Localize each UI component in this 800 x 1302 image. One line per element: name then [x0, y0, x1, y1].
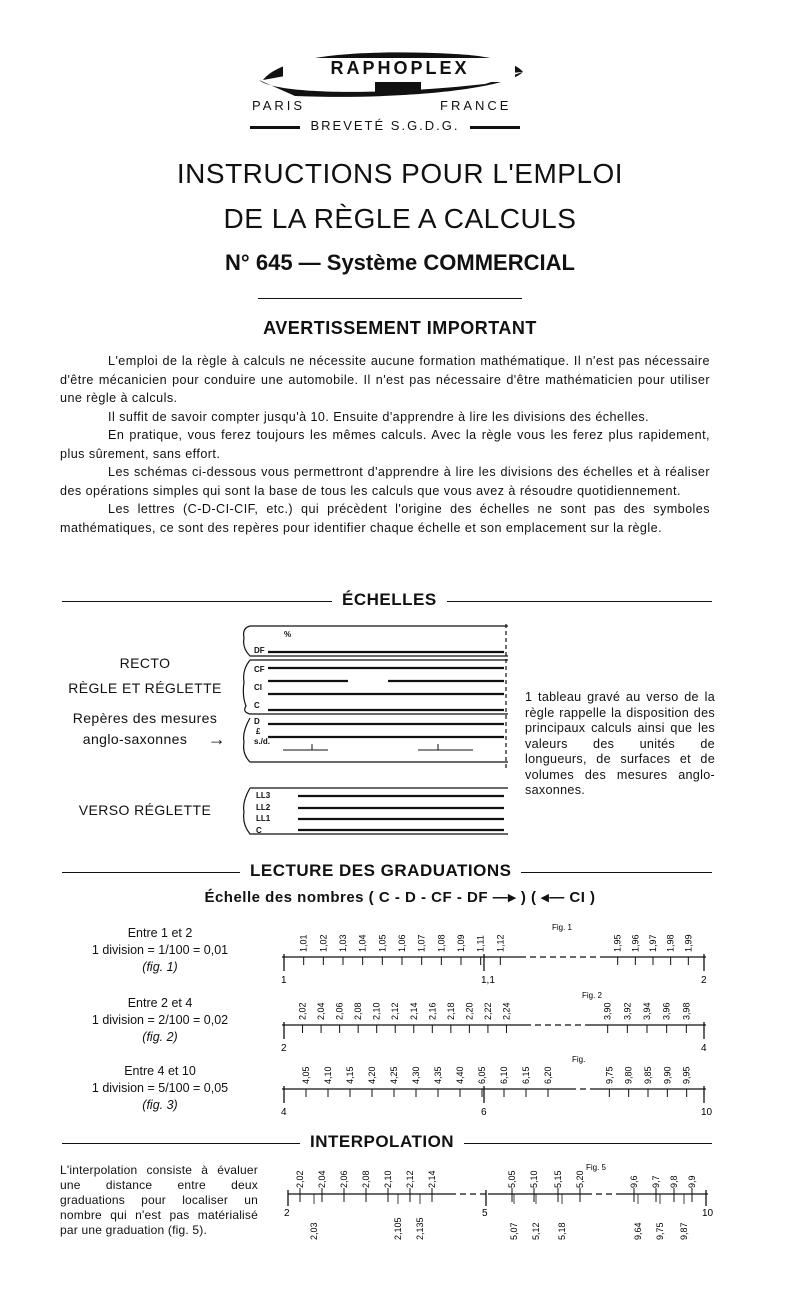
fig-label: Fig. 2: [582, 991, 603, 1000]
tick-label: 6,10: [499, 1066, 509, 1084]
tick-label: 2,20: [464, 1002, 475, 1020]
tick-label: 2,22: [482, 1002, 493, 1020]
interp-tick-label: 2,135: [415, 1217, 425, 1240]
interp-tick-label: 5,18: [557, 1222, 567, 1240]
scales-note: 1 tableau gravé au verso de la règle rappelle la disposition des principaux calculs ainsi que les valeurs des unités de longueurs, de surfaces et de volumes des mesures anglo-saxonnes.: [525, 690, 715, 797]
tick-label: 1,01: [298, 934, 309, 952]
tick-label: 3,90: [602, 1002, 613, 1020]
tick-label: 2,06: [339, 1170, 349, 1188]
tick-label: 5,05: [507, 1170, 517, 1188]
warning-paragraph: L'emploi de la règle à calculs ne nécessite aucune formation mathématique. Il n'est pas nécessaire d'être mécanicien pour conduire une automobile. Il n'est pas nécessaire d'être mathématicien pour utiliser une règle à calculs.: [60, 354, 710, 405]
tick-label: 9,95: [681, 1066, 692, 1084]
tick-label: 9,9: [687, 1175, 697, 1188]
scale-label-ll2: LL2: [256, 803, 271, 812]
tick-label: 2,02: [295, 1170, 305, 1188]
tick-label: 2,08: [353, 1002, 364, 1020]
tick-label: 1,08: [436, 934, 447, 952]
graduation-block-1-text: [60, 925, 260, 976]
major-tick-label: 4: [281, 1107, 287, 1118]
tick-label: 3,92: [622, 1002, 633, 1020]
scale-label-ll1: LL1: [256, 814, 271, 823]
tick-label: 2,10: [383, 1170, 393, 1188]
tick-label: 2,14: [408, 1002, 419, 1020]
fig-reference: (fig. 1): [142, 960, 178, 974]
tick-label: 2,08: [361, 1170, 371, 1188]
title-line-1: INSTRUCTIONS POUR L'EMPLOI: [176, 158, 624, 189]
tick-label: 9,85: [643, 1066, 653, 1084]
major-tick-label: 4: [701, 1043, 707, 1054]
interp-tick-label: 9,75: [655, 1222, 665, 1240]
major-tick-label: 5: [482, 1208, 488, 1219]
interpolation-heading: INTERPOLATION: [300, 1132, 464, 1152]
tick-label: 1,98: [665, 934, 676, 952]
major-tick-label: 1,1: [481, 975, 495, 986]
range-text: Entre 2 et 4: [127, 996, 193, 1010]
title-divider: [258, 298, 522, 299]
interp-tick-label: 5,07: [509, 1222, 519, 1240]
scale-label-df: DF: [254, 646, 265, 655]
tick-label: 4,20: [367, 1066, 377, 1084]
tick-label: 3,96: [661, 1002, 672, 1020]
tick-label: 3,98: [681, 1002, 692, 1020]
tick-label: 2,16: [427, 1002, 438, 1020]
fig-reference: (fig. 2): [142, 1030, 178, 1044]
tick-label: 4,10: [323, 1066, 333, 1084]
tick-label: 2,12: [390, 1002, 401, 1020]
tick-label: 1,04: [357, 934, 368, 952]
interp-tick-label: 9,87: [679, 1222, 689, 1240]
brevet-text: BREVETÉ S.G.D.G.: [310, 118, 460, 133]
tick-label: 4,40: [455, 1066, 465, 1084]
tick-label: 4,15: [345, 1066, 355, 1084]
city: PARIS: [252, 98, 306, 113]
tick-label: 2,04: [317, 1170, 327, 1188]
warning-paragraph: Les lettres (C-D-CI-CIF, etc.) qui précèdent l'origine des échelles ne sont pas des symboles mathématiques, ce sont des repères pour identifier chaque échelle et son emplacement sur la règle.: [60, 502, 710, 535]
division-text: 1 division = 5/100 = 0,05: [91, 1081, 229, 1095]
tick-label: 1,06: [397, 934, 407, 952]
tick-label: 9,7: [651, 1175, 661, 1188]
scale-label-cf: CF: [254, 665, 265, 674]
tick-label: 1,11: [475, 935, 486, 952]
tick-label: 5,20: [575, 1170, 585, 1188]
division-text: 1 division = 2/100 = 0,02: [91, 1013, 229, 1027]
tick-label: 2,10: [371, 1002, 382, 1020]
major-tick-label: 2: [284, 1208, 290, 1219]
tick-label: 1,12: [495, 934, 506, 952]
graduations-subtitle: Échelle des nombres ( C - D - CF - DF —▸ ) ( ◂— CI ): [204, 889, 596, 906]
interp-tick-label: 2,03: [309, 1222, 319, 1240]
tick-label: 9,6: [629, 1175, 639, 1188]
title-line-3: N° 645 — Système COMMERCIAL: [225, 250, 575, 275]
interp-tick-label: 5,12: [531, 1222, 541, 1240]
scale-label-pct: %: [284, 630, 292, 639]
tick-label: 1,96: [630, 934, 641, 952]
tick-label: 2,06: [334, 1002, 345, 1020]
warning-paragraph: Les schémas ci-dessous vous permettront d'apprendre à lire les divisions des échelles et à réaliser des opérations simples qui sont la base de tous les calculs que vous avez à résoudre quotidiennement.: [60, 465, 710, 498]
title-line-2: DE LA RÈGLE A CALCULS: [223, 203, 577, 234]
tick-label: 6,05: [477, 1066, 487, 1084]
scales-heading: ÉCHELLES: [332, 590, 447, 610]
tick-label: 9,90: [662, 1066, 673, 1084]
scale-label-c-verso: C: [256, 826, 262, 835]
tick-label: 2,24: [501, 1002, 512, 1020]
fig-5-scale: [270, 1158, 720, 1253]
arrow-right-icon: →: [207, 729, 227, 749]
major-tick-label: 10: [701, 1107, 713, 1118]
warning-paragraph: Il suffit de savoir compter jusqu'à 10. Ensuite d'apprendre à lire les divisions des échelles.: [108, 409, 650, 424]
regle-label: RÈGLE ET RÉGLETTE: [68, 680, 222, 696]
major-tick-label: 2: [281, 1043, 287, 1054]
tick-label: 1,07: [416, 934, 427, 952]
tick-label: 1,99: [683, 934, 694, 952]
reperes-label-2: anglo-saxonnes: [82, 731, 188, 747]
interp-tick-label: 2,105: [393, 1217, 403, 1240]
tick-label: 2,02: [297, 1002, 308, 1020]
logo-text: RAPHOPLEX: [330, 58, 470, 78]
range-text: Entre 4 et 10: [124, 1064, 196, 1078]
scale-label-pound: £: [256, 727, 261, 736]
interpolation-text: L'interpolation consiste à évaluer une distance entre deux graduations pour localiser un nombre qui n'est pas matérialisé par une graduation (fig. 5).: [60, 1163, 258, 1237]
country: FRANCE: [440, 98, 512, 113]
tick-label: 9,75: [604, 1066, 615, 1084]
tick-label: 4,25: [389, 1066, 399, 1084]
tick-label: 2,18: [445, 1002, 456, 1020]
major-tick-label: 10: [702, 1208, 714, 1219]
tick-label: 1,97: [648, 934, 658, 952]
division-text: 1 division = 1/100 = 0,01: [91, 943, 229, 957]
tick-label: 1,09: [456, 934, 466, 952]
major-tick-label: 1: [281, 975, 287, 986]
raphoplex-logo: [255, 50, 545, 100]
warning-paragraph: En pratique, vous ferez toujours les mêmes calculs. Avec la règle vous les ferez plus rapidement, plus sûrement, sans effort.: [60, 428, 710, 461]
tick-label: 2,14: [427, 1170, 437, 1188]
warning-heading: AVERTISSEMENT IMPORTANT: [263, 318, 537, 338]
brevet-bar-right: [470, 126, 520, 129]
tick-label: 1,03: [338, 934, 348, 952]
graduation-block-2-text: [60, 995, 260, 1046]
tick-label: 9,80: [623, 1066, 634, 1084]
scale-label-sd: s./d.: [254, 737, 271, 746]
tick-label: 1,02: [318, 934, 329, 952]
graduations-heading: LECTURE DES GRADUATIONS: [240, 861, 521, 881]
scale-label-ci: CI: [254, 683, 262, 692]
fig-label: Fig. 5: [586, 1163, 607, 1172]
scale-label-ll3: LL3: [256, 791, 271, 800]
fig-2-scale: [270, 988, 720, 1058]
brevet-bar-left: [250, 126, 300, 129]
tick-label: 5,15: [553, 1170, 563, 1188]
warning-text: [60, 352, 710, 537]
fig-label: Fig. 1: [552, 923, 573, 932]
reperes-label-1: Repères des mesures: [72, 710, 218, 726]
tick-label: 5,10: [529, 1170, 539, 1188]
fig-reference: (fig. 3): [142, 1098, 178, 1112]
range-text: Entre 1 et 2: [127, 926, 193, 940]
fig-1-scale: [270, 920, 720, 990]
tick-label: 6,15: [521, 1066, 531, 1084]
scale-label-c: C: [254, 701, 260, 710]
tick-label: 4,05: [301, 1066, 311, 1084]
brevet-line: [250, 118, 520, 133]
scales-diagram: [238, 620, 518, 845]
tick-label: 4,30: [411, 1066, 421, 1084]
fig-3-scale: [270, 1052, 720, 1122]
fig-label: Fig.: [572, 1055, 586, 1064]
tick-label: 4,35: [433, 1066, 443, 1084]
tick-label: 1,05: [377, 934, 388, 952]
verso-label: VERSO RÉGLETTE: [78, 802, 212, 818]
major-tick-label: 6: [481, 1107, 487, 1118]
recto-label: RECTO: [119, 655, 171, 671]
scale-label-d: D: [254, 717, 260, 726]
tick-label: 1,95: [612, 934, 623, 952]
tick-label: 9,8: [669, 1175, 679, 1188]
tick-label: 2,04: [316, 1002, 327, 1020]
tick-label: 3,94: [642, 1002, 652, 1020]
tick-label: 6,20: [543, 1066, 553, 1084]
interp-tick-label: 9,64: [633, 1222, 643, 1240]
major-tick-label: 2: [701, 975, 707, 986]
graduation-block-3-text: [60, 1063, 260, 1114]
tick-label: 2,12: [405, 1170, 415, 1188]
